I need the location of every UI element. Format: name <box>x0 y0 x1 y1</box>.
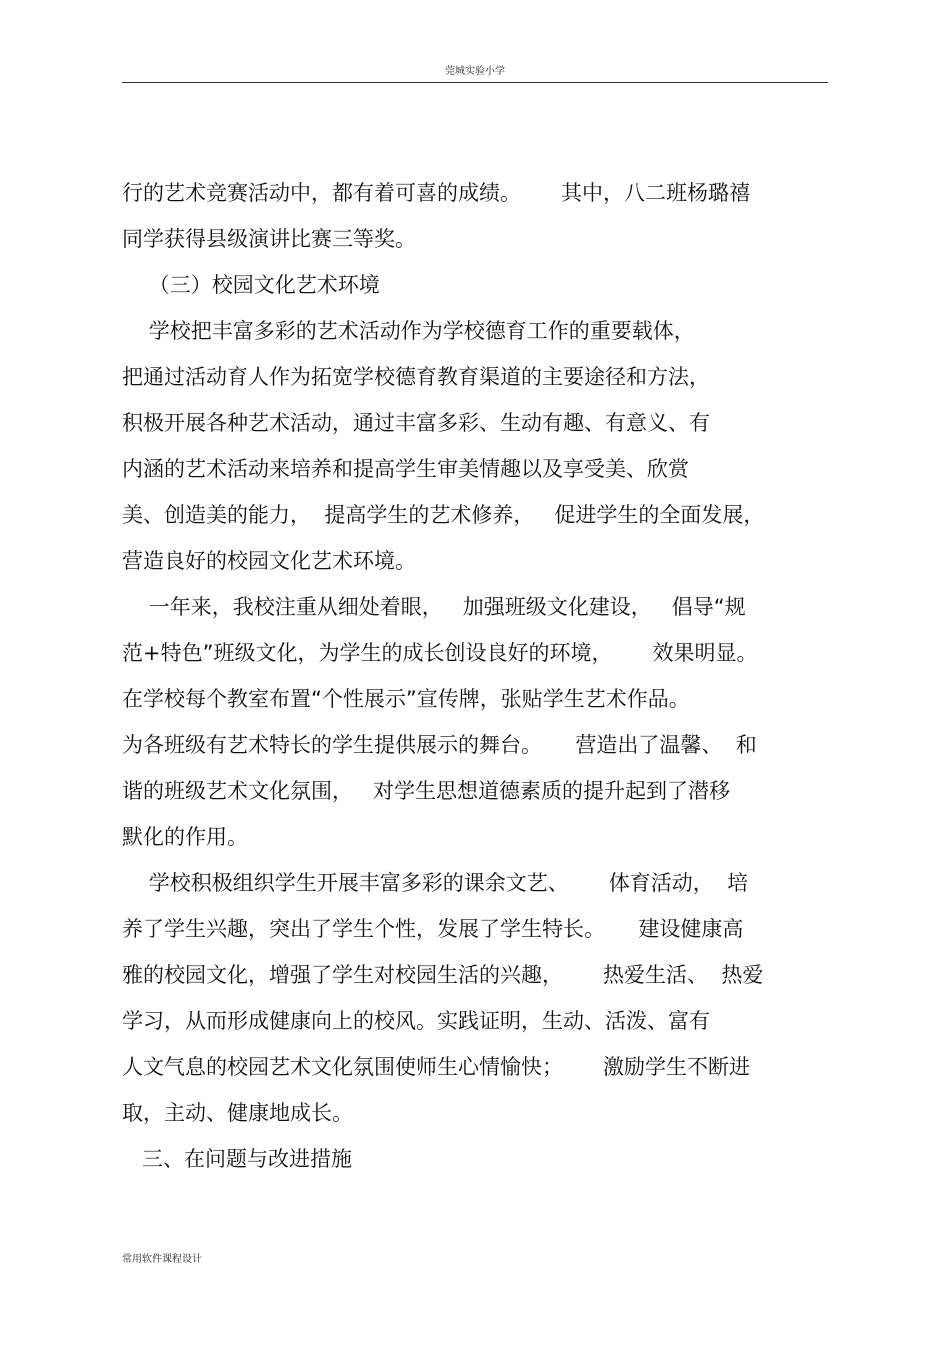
body-line: 默化的作用。 <box>122 825 248 849</box>
section-heading: 三、在问题与改进措施 <box>122 1147 353 1171</box>
body-line: 范+特色”班级文化，为学生的成长创设良好的环境， 效果明显。 <box>122 641 758 665</box>
body-line: 把通过活动育人作为拓宽学校德育教育渠道的主要途径和方法， <box>122 365 710 389</box>
body-line: 内涵的艺术活动来培养和提高学生审美情趣以及享受美、欣赏 <box>122 457 689 481</box>
body-line: 雅的校园文化，增强了学生对校园生活的兴趣， 热爱生活、 热爱 <box>122 963 764 987</box>
body-line: 学习，从而形成健康向上的校风。实践证明，生动、活泼、富有 <box>122 1009 710 1033</box>
section-heading: （三）校园文化艺术环境 <box>122 273 380 297</box>
body-line: 谐的班级艺术文化氛围， 对学生思想道德素质的提升起到了潜移 <box>122 779 731 803</box>
header-divider <box>122 82 828 83</box>
body-line: 行的艺术竞赛活动中，都有着可喜的成绩。 其中，八二班杨璐禧 <box>122 181 751 205</box>
body-line: 为各班级有艺术特长的学生提供展示的舞台。 营造出了温馨、 和 <box>122 733 757 757</box>
body-line: 学校把丰富多彩的艺术活动作为学校德育工作的重要载体， <box>122 319 695 343</box>
body-line: 积极开展各种艺术活动，通过丰富多彩、生动有趣、有意义、有 <box>122 411 710 435</box>
body-line: 一年来，我校注重从细处着眼， 加强班级文化建设， 倡导“规 <box>122 595 746 619</box>
body-line: 养了学生兴趣，突出了学生个性，发展了学生特长。 建设健康高 <box>122 917 744 941</box>
body-line: 在学校每个教室布置“个性展示”宣传牌，张贴学生艺术作品。 <box>122 687 690 711</box>
body-line: 营造良好的校园文化艺术环境。 <box>122 549 416 573</box>
body-line: 取，主动、健康地成长。 <box>122 1101 353 1125</box>
header-school-name: 莞城实验小学 <box>445 66 505 77</box>
body-line: 学校积极组织学生开展丰富多彩的课余文艺、 体育活动， 培 <box>122 871 749 895</box>
body-line: 人文气息的校园艺术文化氛围使师生心情愉快； 激励学生不断进 <box>122 1055 751 1079</box>
page-footer: 常用软件课程设计 <box>122 1254 202 1265</box>
body-line: 美、创造美的能力， 提高学生的艺术修养， 促进学生的全面发展， <box>122 503 765 527</box>
body-line: 同学获得县级演讲比赛三等奖。 <box>122 227 416 251</box>
